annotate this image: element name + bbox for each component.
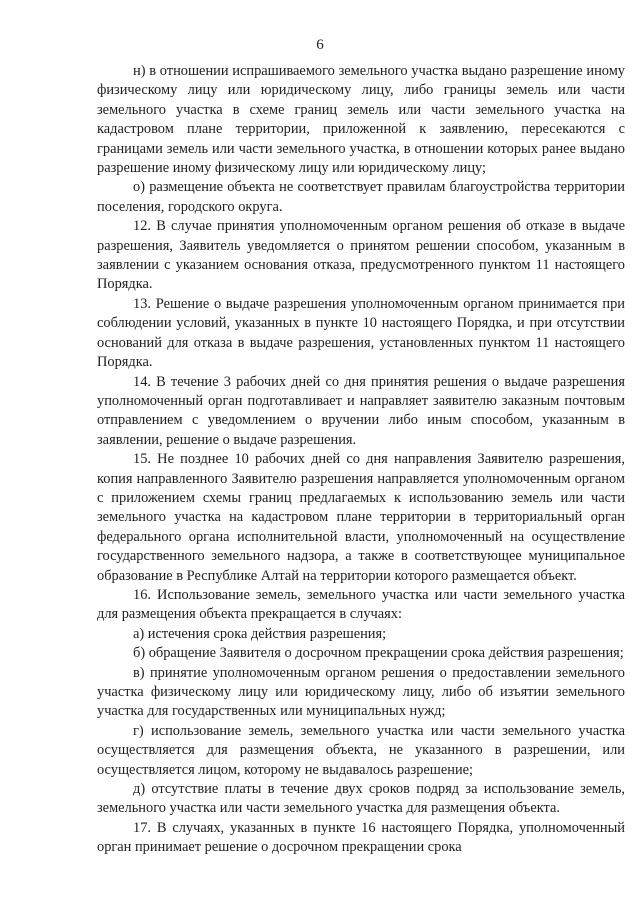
paragraph-16: 16. Использование земель, земельного участка или части земельного участка для размещения объекта прекращается в случаях: — [97, 586, 625, 623]
paragraph-16-item-a: а) истечения срока действия разрешения; — [133, 625, 387, 642]
document-body — [97, 62, 625, 858]
page-number: 6 — [316, 37, 324, 53]
paragraph-16-item-g: г) использование земель, земельного участка или части земельного участка осуществляется для размещения объекта, не указанного в разрешении, или осуществляется лицом, которому не выдавалось разрешение; — [97, 722, 625, 778]
paragraph-16-item-v: в) принятие уполномоченным органом решения о предоставлении земельного участка физическому лицу или юридическому лицу, либо об изъятии земельного участка для государственных или муниципальных нужд; — [97, 664, 625, 720]
paragraph-12: 12. В случае принятия уполномоченным органом решения об отказе в выдаче разрешения, Заявитель уведомляется о принятом решении способом, указанным в заявлении с указанием основания отказа, предусмотренного пунктом 11 настоящего Порядка. — [97, 218, 625, 293]
paragraph-item-o: о) размещение объекта не соответствует правилам благоустройства территории поселения, городского округа. — [97, 179, 625, 215]
paragraph-17: 17. В случаях, указанных в пункте 16 настоящего Порядка, уполномоченный орган принимает решение о досрочном прекращении срока — [97, 819, 625, 856]
paragraph-15: 15. Не позднее 10 рабочих дней со дня направления Заявителю разрешения, копия направленного Заявителю разрешения направляется уполномоченным органом с приложением схемы границ предлагаемых к использованию земель или части земельного участка на кадастровом плане территории в территориальный орган федерального органа исполнительной власти, уполномоченный на осуществление государственного земельного надзора, а также в соответствующее муниципальное образование в Республике Алтай на территории которого размещается объект. — [97, 451, 625, 584]
paragraph-16-item-b: б) обращение Заявителя о досрочном прекращении срока действия разрешения; — [133, 645, 624, 662]
paragraph-14: 14. В течение 3 рабочих дней со дня принятия решения о выдаче разрешения уполномоченный орган подготавливает и направляет заявителю заказным почтовым отправлением с уведомлением о вручении либо иным способом, указанным в заявлении, решение о выдаче разрешения. — [97, 373, 625, 448]
paragraph-16-item-d: д) отсутствие платы в течение двух сроков подряд за использование земель, земельного участка или части земельного участка для размещения объекта. — [97, 781, 625, 817]
paragraph-13: 13. Решение о выдаче разрешения уполномоченным органом принимается при соблюдении условий, указанных в пункте 10 настоящего Порядка, и при отсутствии оснований для отказа в выдаче разрешения, установленных пунктом 11 настоящего Порядка. — [97, 295, 625, 371]
paragraph-item-n: н) в отношении испрашиваемого земельного участка выдано разрешение иному физическому лицу или юридическому лицу, либо границы земель или части земельного участка в схеме границ земель или части земельного участка на кадастровом плане территории, приложенной к заявлению, пересекаются с границами земель или части земельного участка, в отношении которых ранее выдано разрешение иному физическому лицу или юридическому лицу; — [97, 63, 625, 177]
